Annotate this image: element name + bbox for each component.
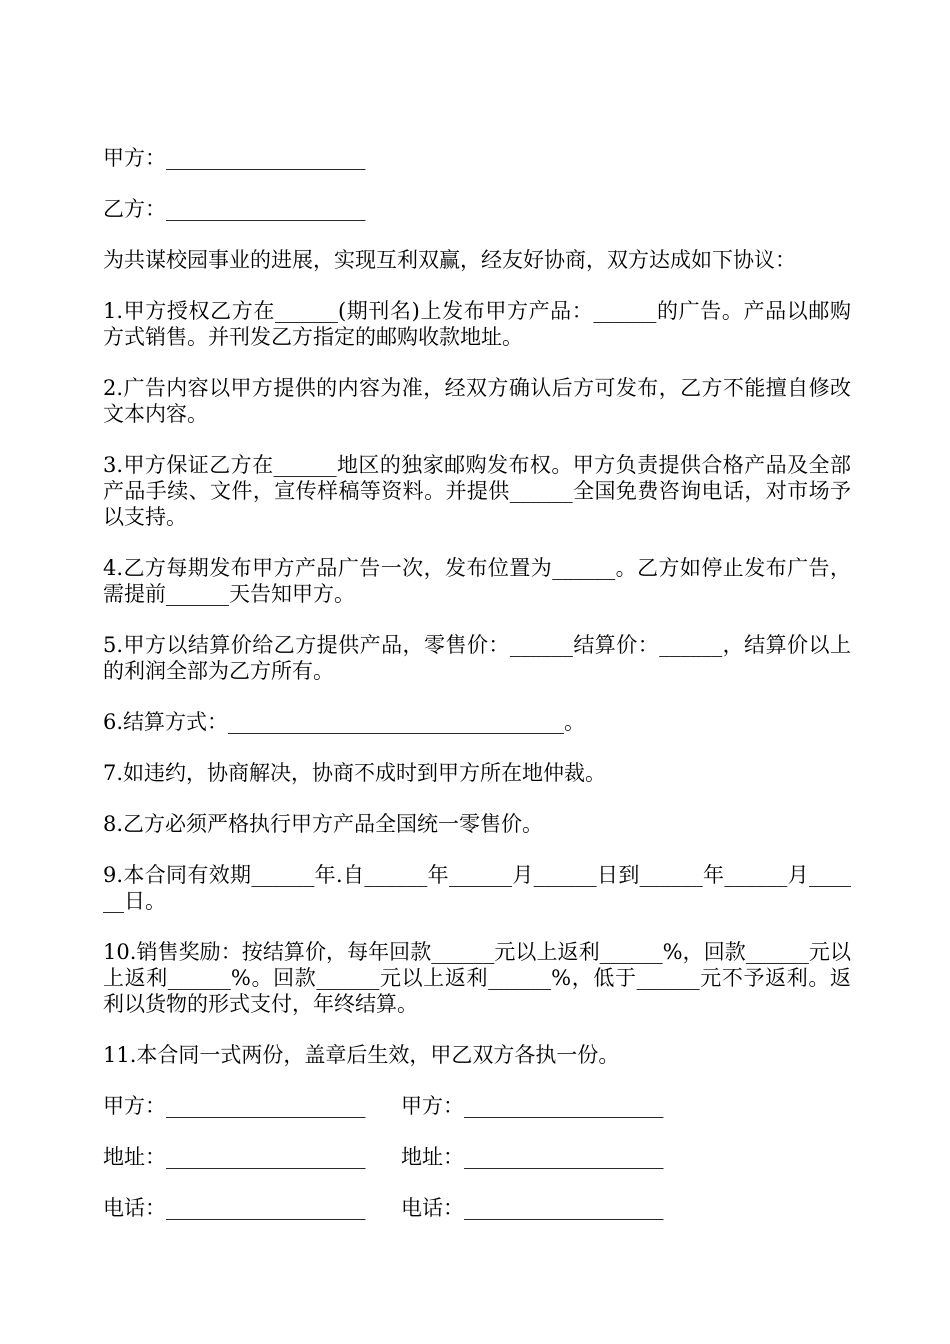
clause-2: 2.广告内容以甲方提供的内容为准，经双方确认后方可发布，乙方不能擅自修改文本内容。 — [103, 376, 851, 426]
clause-5: 5.甲方以结算价给乙方提供产品，零售价：______结算价：______，结算价以上的利润全部为乙方所有。 — [103, 633, 851, 683]
signature-block — [103, 1093, 664, 1221]
clause-6: 6.结算方式：________________________________。 — [103, 710, 586, 734]
clause-10: 10.销售奖励：按结算价，每年回款______元以上返利______%，回款______元以上返利______%。回款______元以上返利______%，低于______元不予返利。返利以货物的形式支付，年终结算。 — [103, 940, 851, 1016]
clause-8: 8.乙方必须严格执行甲方产品全国统一零售价。 — [103, 812, 544, 836]
signature-party-b: 甲方：___________________ — [401, 1094, 664, 1118]
party-a-line: 甲方：___________________ — [103, 146, 366, 170]
clause-11: 11.本合同一式两份，盖章后生效，甲乙双方各执一份。 — [103, 1043, 620, 1067]
signature-address-b: 地址：___________________ — [401, 1145, 664, 1169]
signature-row-party — [103, 1093, 664, 1144]
clause-4: 4.乙方每期发布甲方产品广告一次，发布位置为______。乙方如停止发布广告，需提前______天告知甲方。 — [103, 556, 851, 606]
signature-phone-b: 电话：___________________ — [401, 1196, 664, 1220]
clause-3: 3.甲方保证乙方在______地区的独家邮购发布权。甲方负责提供合格产品及全部产品手续、文件，宣传样稿等资料。并提供______全国免费咨询电话，对市场予以支持。 — [103, 453, 851, 529]
signature-address-a: 地址：___________________ — [103, 1145, 366, 1169]
intro-paragraph: 为共谋校园事业的进展，实现互利双赢，经友好协商，双方达成如下协议： — [103, 248, 796, 272]
contract-document — [103, 145, 851, 1221]
signature-row-address — [103, 1144, 664, 1195]
clause-9: 9.本合同有效期______年.自______年______月______日到______年______月______日。 — [103, 863, 851, 913]
clause-7: 7.如违约，协商解决，协商不成时到甲方所在地仲裁。 — [103, 761, 607, 785]
clause-1: 1.甲方授权乙方在______(期刊名)上发布甲方产品：______的广告。产品以邮购方式销售。并刊发乙方指定的邮购收款地址。 — [103, 299, 851, 349]
signature-row-phone — [103, 1195, 664, 1221]
party-b-line: 乙方：___________________ — [103, 197, 366, 221]
signature-phone-a: 电话：___________________ — [103, 1196, 366, 1220]
signature-party-a: 甲方：___________________ — [103, 1094, 366, 1118]
